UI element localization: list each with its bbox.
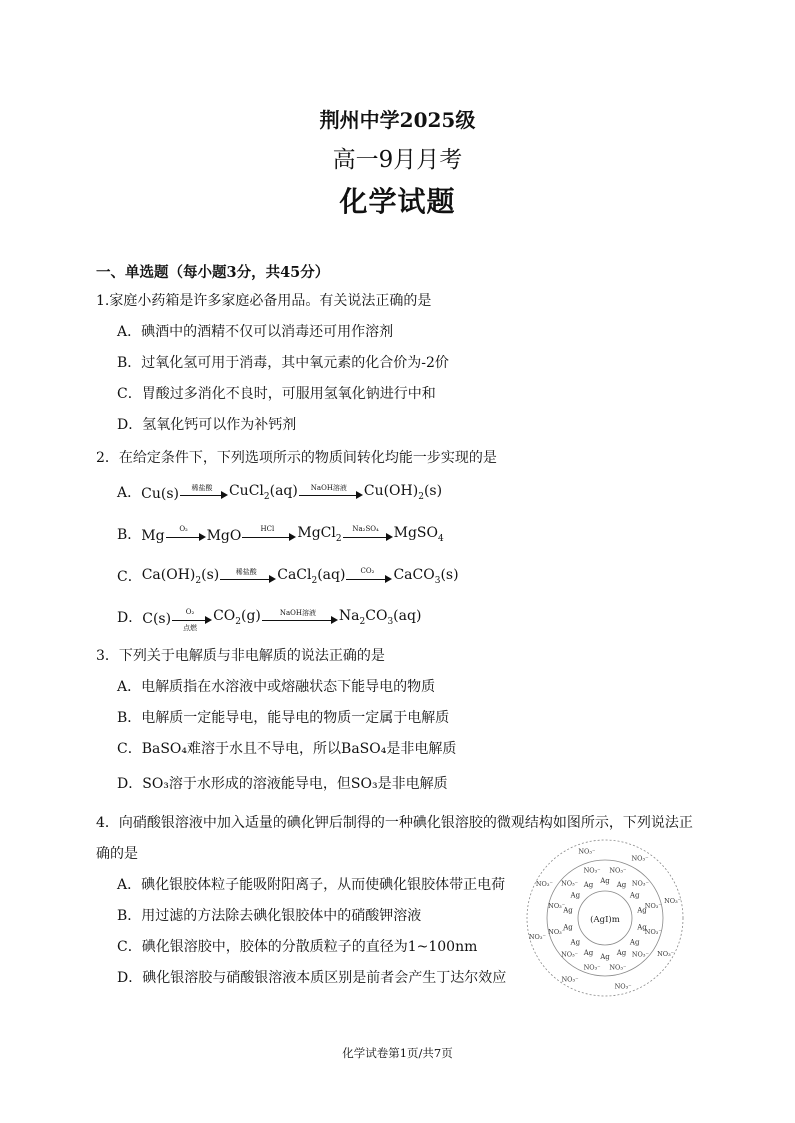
q3-option-c: C．BaSO₄难溶于水且不导电，所以BaSO₄是非电解质	[117, 741, 457, 757]
ag-ion-label: Ag	[563, 923, 573, 932]
substance-2: CaCl$_2$(aq)	[277, 567, 346, 586]
school-title: 荆州中学2025级	[319, 108, 476, 132]
reaction-arrow	[343, 525, 393, 544]
reaction-arrow	[180, 484, 228, 502]
option-label: D．	[117, 610, 143, 626]
ag-ion-label: Ag	[616, 880, 627, 889]
nitrate-ion-label: NO₃⁻	[561, 879, 579, 888]
substance-3: MgCl$_2$	[297, 525, 342, 544]
nitrate-ion-label: NO₃⁻	[609, 866, 627, 875]
ag-ion-label: Ag	[570, 938, 581, 947]
reagent-label: Na₂SO₄	[352, 525, 379, 533]
substance-1: Cu(s)	[141, 486, 179, 502]
reagent-label: O₂	[179, 525, 188, 533]
q3-option-a: A．电解质指在水溶液中或熔融状态下能导电的物质	[117, 679, 436, 695]
q3-option-d: D．SO₃溶于水形成的溶液能导电，但SO₃是非电解质	[117, 776, 448, 792]
q4-stem: 4．向硝酸银溶液中加入适量的碘化钾后制得的一种碘化银溶胶的微观结构如图所示，下列说法正	[96, 815, 693, 831]
nitrate-ion-label: NO₃⁻	[535, 880, 553, 888]
ag-ion-label: Ag	[637, 923, 647, 932]
substance-1: $Ca(OH)_2(s)$	[141, 567, 220, 586]
ag-ion-label: Ag	[629, 938, 640, 947]
nitrate-ion-label: NO₃⁻	[609, 963, 627, 972]
substance-2: $CO_2(g)$	[213, 608, 261, 627]
reagent-label: 稀盐酸	[235, 568, 257, 576]
substance-1: C(s)	[142, 611, 172, 627]
nitrate-ion-label: NO₃⁻	[548, 927, 566, 936]
q1-option-d: D．氢氧化钙可以作为补钙剂	[117, 417, 297, 433]
q4-stem-cont: 确的是	[96, 846, 138, 862]
reaction-arrow	[166, 525, 206, 544]
reaction-arrow	[172, 608, 212, 632]
q4-option-c: C．碘化银溶胶中，胶体的分散质粒子的直径为1~100nm	[117, 939, 478, 955]
q3-stem: 3．下列关于电解质与非电解质的说法正确的是	[96, 648, 385, 664]
ag-ion-label: Ag	[563, 906, 573, 915]
ag-ion-label: Ag	[600, 877, 610, 885]
ag-ion-label: Ag	[616, 949, 627, 958]
q4-option-b: B．用过滤的方法除去碘化银胶体中的硝酸钾溶液	[117, 908, 422, 924]
reaction-arrow	[262, 609, 338, 627]
core-label: (AgI)m	[590, 915, 620, 925]
reagent-label: O₂	[185, 608, 195, 616]
ag-ion-label: Ag	[600, 953, 610, 961]
section-heading: 一、单选题（每小题3分，共45分）	[96, 264, 330, 281]
q3-option-b: B．电解质一定能导电，能导电的物质一定属于电解质	[117, 710, 450, 726]
nitrate-ion-label: NO₃⁻	[561, 950, 579, 959]
q1-option-c: C．胃酸过多消化不良时，可服用氢氧化钠进行中和	[117, 386, 436, 402]
nitrate-ion-label: NO₃⁻	[631, 854, 649, 863]
q1-option-b: B．过氧化氢可用于消毒，其中氧元素的化合价为-2价	[117, 355, 449, 371]
exam-title: 高一9月月考	[332, 147, 463, 173]
nitrate-ion-label: NO₃⁻	[664, 896, 682, 905]
nitrate-ion-label: NO₃⁻	[631, 879, 649, 888]
q4-option-a: A．碘化银胶体粒子能吸附阳离子，从而使碘化银胶体带正电荷	[117, 877, 506, 893]
q2-option-c	[117, 566, 459, 586]
q2-option-b	[117, 524, 444, 544]
ag-ion-label: Ag	[583, 880, 594, 889]
condition-label: 点燃	[183, 624, 198, 632]
substance-3: $Cu(OH)_2(s)$	[363, 483, 443, 502]
option-label: B．	[117, 527, 142, 543]
subject-title: 化学试题	[339, 185, 456, 218]
reaction-arrow	[220, 568, 276, 586]
agi-colloid-diagram	[512, 838, 698, 998]
nitrate-ion-label: NO₃⁻	[528, 933, 546, 942]
nitrate-ion-label: NO₃⁻	[644, 902, 662, 911]
nitrate-ion-label: NO₃⁻	[657, 950, 675, 958]
substance-1: Mg	[141, 528, 165, 544]
reaction-arrow	[346, 567, 392, 586]
q2-option-a	[117, 482, 442, 502]
reaction-arrow	[242, 525, 296, 544]
nitrate-ion-label: NO₃⁻	[614, 982, 632, 991]
reaction-arrow	[299, 484, 363, 502]
q2-stem: 2．在给定条件下，下列选项所示的物质间转化均能一步实现的是	[96, 450, 497, 466]
nitrate-ion-label: NO₃⁻	[578, 847, 596, 856]
page-footer: 化学试卷第1页/共7页	[342, 1046, 453, 1060]
nitrate-ion-label: NO₃⁻	[561, 975, 579, 984]
ag-ion-label: Ag	[629, 891, 640, 900]
reagent-label: HCl	[260, 525, 275, 533]
reagent-label: NaOH溶液	[310, 484, 347, 492]
nitrate-ion-label: NO₃⁻	[644, 927, 662, 936]
ag-ion-label: Ag	[637, 906, 647, 915]
nitrate-ion-label: NO₃⁻	[583, 866, 601, 875]
ag-ion-label: Ag	[570, 891, 581, 900]
substance-3: CaCO$_3$(s)	[393, 567, 459, 586]
nitrate-ion-label: NO₃⁻	[548, 902, 566, 911]
substance-2: MgO	[206, 528, 242, 544]
nitrate-ion-label: NO₃⁻	[631, 950, 649, 959]
substance-2: CuCl$_2$(aq)	[228, 483, 298, 502]
q1-option-a: A．碘酒中的酒精不仅可以消毒还可用作溶剂	[117, 324, 394, 340]
q1-stem: 1.家庭小药箱是许多家庭必备用品。有关说法正确的是	[96, 293, 432, 309]
option-label: A．	[117, 485, 142, 501]
substance-4: MgSO$_4$	[393, 525, 444, 544]
reagent-label: CO₂	[360, 567, 375, 575]
q2-option-d	[117, 607, 422, 632]
substance-3: $Na_2CO_3(aq)$	[338, 608, 422, 627]
nitrate-ion-label: NO₃⁻	[583, 963, 601, 972]
option-label: C．	[117, 569, 142, 585]
reagent-label: NaOH溶液	[279, 609, 316, 617]
reagent-label: 稀盐酸	[191, 484, 213, 492]
ag-ion-label: Ag	[583, 949, 594, 958]
q4-option-d: D．碘化银溶胶与硝酸银溶液本质区别是前者会产生丁达尔效应	[117, 970, 507, 986]
